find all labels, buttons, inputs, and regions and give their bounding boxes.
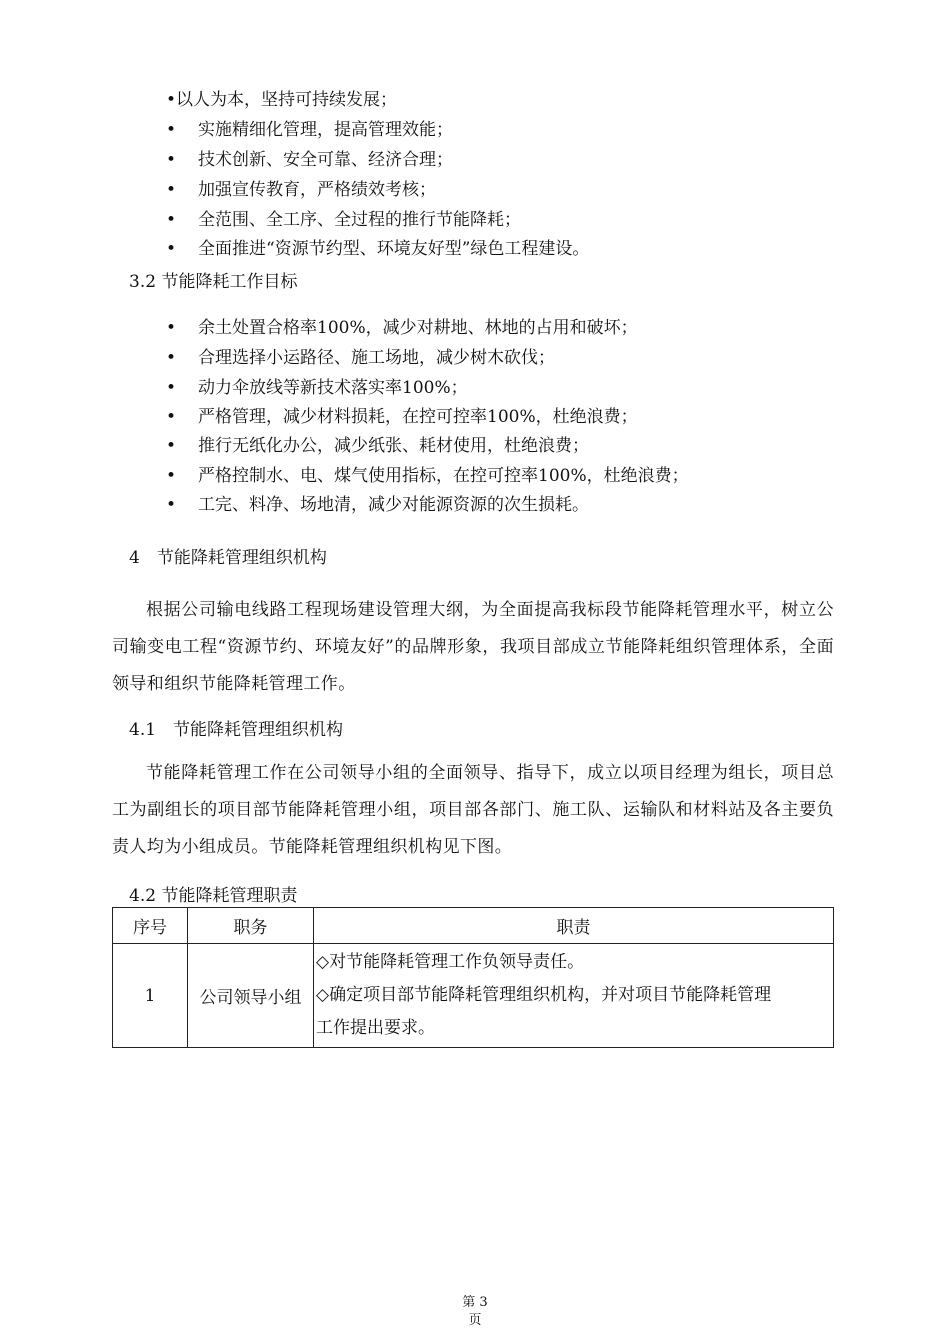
goal-item xyxy=(166,465,689,487)
bullet-icon: • xyxy=(166,318,177,338)
bullet-icon: • xyxy=(166,436,177,456)
bullet-icon: • xyxy=(166,495,177,515)
section-heading-3-2: 3.2 节能降耗工作目标 xyxy=(129,272,298,292)
bullet-icon: • xyxy=(166,150,177,170)
table-header-row xyxy=(113,908,834,944)
duty-table xyxy=(112,907,834,1048)
goal-item xyxy=(166,347,555,369)
cell-duty xyxy=(314,944,834,1048)
goal-text: 工完、料净、场地清，减少对能源资源的次生损耗。 xyxy=(198,495,589,515)
paragraph-4-1: 节能降耗管理工作在公司领导小组的全面领导、指导下，成立以项目经理为组长，项目总工为副组长的项目部节能降耗管理小组，项目部各部门、施工队、运输队和材料站及各主要负责人均为小组成员。节能降耗管理组织机构见下图。 xyxy=(112,763,834,857)
goal-text: 严格控制水、电、煤气使用指标，在控可控率100%，杜绝浪费； xyxy=(198,466,689,486)
bullet-icon: • xyxy=(166,210,177,230)
bullet-icon: • xyxy=(166,180,177,200)
principle-text: 全面推进“资源节约型、环境友好型”绿色工程建设。 xyxy=(198,239,590,259)
paragraph-4: 根据公司输电线路工程现场建设管理大纲，为全面提高我标段节能降耗管理水平，树立公司输变电工程“资源节约、环境友好”的品牌形象，我项目部成立节能降耗组织管理体系，全面领导和组织节能降耗管理工作。 xyxy=(112,600,834,694)
bullet-icon: • xyxy=(166,239,177,259)
header-role: 职务 xyxy=(188,908,314,944)
principle-item xyxy=(166,149,453,171)
principle-item: •以人为本，坚持可持续发展； xyxy=(166,90,398,110)
principle-text: 加强宣传教育，严格绩效考核； xyxy=(198,180,436,200)
goal-text: 推行无纸化办公，减少纸张、耗材使用，杜绝浪费； xyxy=(198,436,589,456)
goal-text: 严格管理，减少材料损耗，在控可控率100%，杜绝浪费； xyxy=(198,407,638,427)
principle-item xyxy=(166,238,589,260)
duty-line: 工作提出要求。 xyxy=(316,1018,435,1038)
bullet-icon: • xyxy=(166,466,177,486)
duty-line: ◇对节能降耗管理工作负领导责任。 xyxy=(316,952,585,972)
section-heading-4-2: 4.2 节能降耗管理职责 xyxy=(129,886,298,906)
goal-text: 余土处置合格率100%，减少对耕地、林地的占用和破坏； xyxy=(198,318,638,338)
bullet-icon: • xyxy=(166,378,177,398)
goal-text: 合理选择小运路径、施工场地，减少树木砍伐； xyxy=(198,348,555,368)
cell-no: 1 xyxy=(113,944,188,1048)
page-number-line: 页 xyxy=(468,1313,482,1328)
page-number xyxy=(0,1294,950,1330)
principle-item xyxy=(166,179,436,201)
goal-item xyxy=(166,435,589,457)
principle-item xyxy=(166,209,521,231)
goal-item xyxy=(166,494,589,516)
goal-item xyxy=(166,377,468,399)
bullet-icon: • xyxy=(166,348,177,368)
bullet-icon: • xyxy=(166,120,177,140)
section-heading-4-1: 4.1 节能降耗管理组织机构 xyxy=(129,720,344,740)
bullet-icon: • xyxy=(166,407,177,427)
principle-text: 全范围、全工序、全过程的推行节能降耗； xyxy=(198,210,521,230)
header-duty: 职责 xyxy=(314,908,834,944)
page-number-line: 第 3 xyxy=(462,1295,488,1310)
principle-item xyxy=(166,119,453,141)
goal-text: 动力伞放线等新技术落实率100%； xyxy=(198,378,468,398)
table-row xyxy=(113,944,834,1048)
duty-line: ◇确定项目部节能降耗管理组织机构，并对项目节能降耗管理 xyxy=(316,985,772,1005)
section-heading-4: 4 节能降耗管理组织机构 xyxy=(129,548,327,568)
principle-text: 技术创新、安全可靠、经济合理； xyxy=(198,150,453,170)
header-no: 序号 xyxy=(113,908,188,944)
goal-item xyxy=(166,317,638,339)
principle-text: 实施精细化管理，提高管理效能； xyxy=(198,120,453,140)
cell-role: 公司领导小组 xyxy=(188,944,314,1048)
goal-item xyxy=(166,406,638,428)
